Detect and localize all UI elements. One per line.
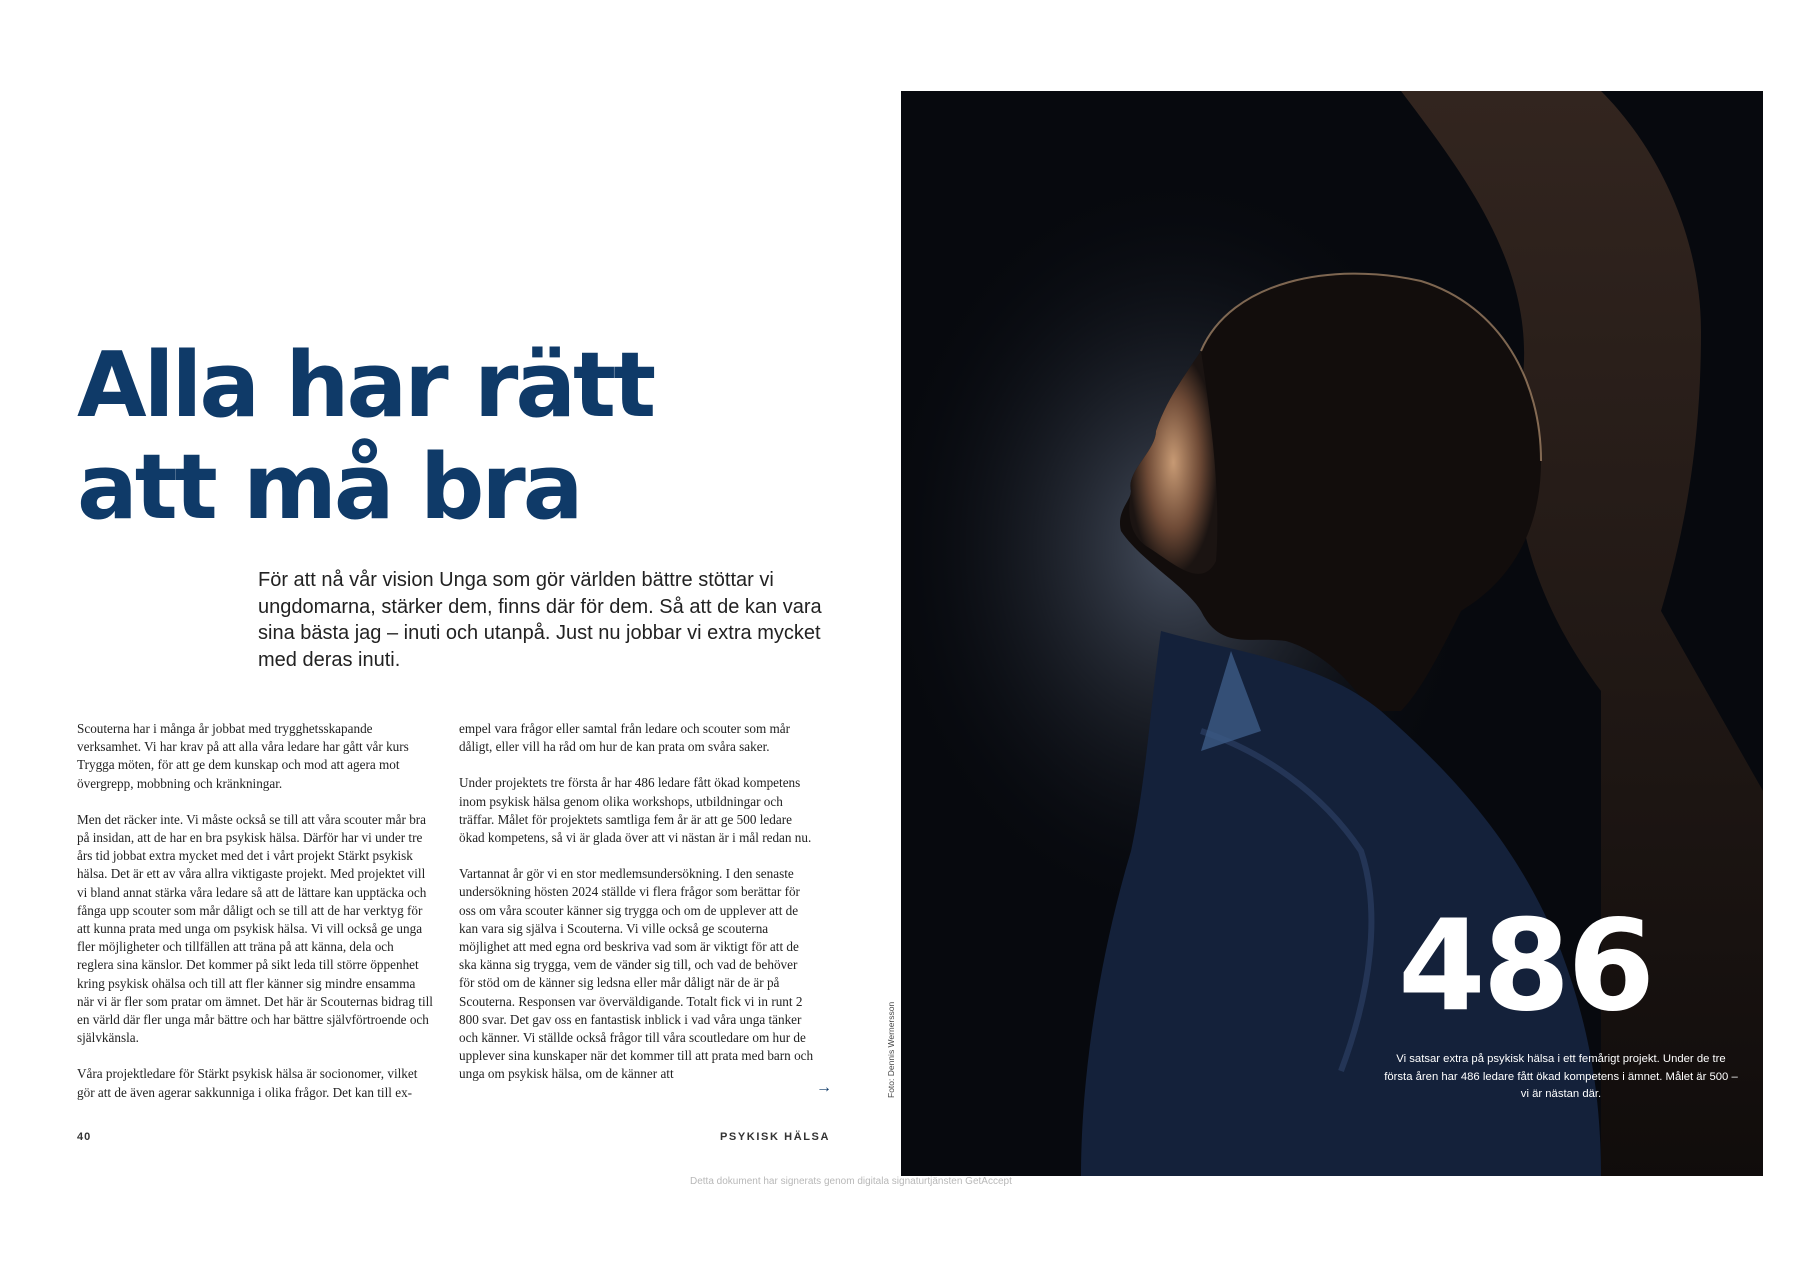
headline-line-2: att må bra xyxy=(77,435,581,540)
stat-number: 486 xyxy=(1398,892,1653,1039)
body-paragraph: Under projektets tre första år har 486 ledare fått ökad kompetens inom psykisk hälsa genom olika workshops, utbildningar och träffar. Målet för projektets samtliga fem år är att ge 500 ledare ökad kompetens, så vi är glada över att vi nästan är i mål redan nu. xyxy=(459,775,812,846)
section-label: PSYKISK HÄLSA xyxy=(720,1131,831,1143)
body-paragraph: Våra projektledare för Stärkt psykisk hälsa är socionomer, vilket gör att de även agerar sakkunniga i olika frågor. Det kan till ex- xyxy=(77,1066,418,1100)
stat-caption: Vi satsar extra på psykisk hälsa i ett femårigt projekt. Under de tre första åren har 486 ledare fått ökad kompetens i ämnet. Målet är 500 – vi är nästan där. xyxy=(1384,1053,1738,1100)
body-paragraph: Vartannat år gör vi en stor medlemsundersökning. I den senaste undersökning hösten 2024 ställde vi flera frågor som berättar för oss om våra scouter känner sig trygga och om de upplever att de kan vara sig själva i Scouterna. Vi ville också ge scouterna möjlighet att med egna ord beskriva vad som är viktigt för att de ska känna sig trygga, vem de vänder sig till, och vad de behöver för stöd om de känner sig ledsna eller mår dåligt när de är på Scouterna. Responsen var överväldigande. Totalt fick vi in runt 2 800 svar. Det gav oss en fantastisk inblick i vad våra unga tänker och känner. Vi ställde också frågor till våra scoutledare om hur de upplever sina kunskaper när det kommer till att prata med barn och unga om psykisk hälsa, om de känner att xyxy=(459,866,814,1082)
continue-arrow-icon: → xyxy=(816,1079,832,1096)
body-paragraph: empel vara frågor eller samtal från ledare och scouter som mår dåligt, eller vill ha råd om hur de kan prata om svåra saker. xyxy=(459,721,790,755)
photo-credit: Foto: Dennis Wernersson xyxy=(886,1001,896,1098)
body-column-2 xyxy=(459,720,815,1102)
headline-line-1: Alla har rätt xyxy=(77,333,654,438)
article-lead: För att nå vår vision Unga som gör världen bättre stöttar vi ungdomarna, stärker dem, finns där för dem. Så att de kan vara sina bästa jag – inuti och utanpå. Just nu jobbar vi extra mycket med deras inuti. xyxy=(258,569,822,671)
body-paragraph: Men det räcker inte. Vi måste också se till att våra scouter mår bra på insidan, att de har en bra psykisk hälsa. Därför har vi under tre års tid jobbat extra mycket med det i vårt projekt Stärkt psykisk hälsa. Det är ett av våra allra viktigaste projekt. Med projektet vill vi bland annat stärka våra ledare så att de lättare kan upptäcka och fånga upp scouter som mår dåligt och se till att de har verktyg för att kunna prata med unga om psykisk hälsa. Vi vill också ge unga fler möjligheter och tillfällen att träna på att känna, dela och reglera sina känslor. Det kommer på sikt leda till större öppenhet kring psykisk ohälsa och till att fler känner sig mindre ensamma när vi är fler som pratar om ämnet. Det här är Scouternas bidrag till en värld där fler unga mår bättre och har bättre självförtroende och självkänsla. xyxy=(77,811,433,1046)
page-number: 40 xyxy=(77,1131,92,1143)
body-paragraph: Scouterna har i många år jobbat med trygghetsskapande verksamhet. Vi har krav på att alla våra ledare har gått vår kurs Trygga möten, för att ge dem kunskap och mod att agera mot övergrepp, mobbning och kränkningar. xyxy=(77,721,409,791)
body-column-1 xyxy=(77,720,433,1120)
article-headline xyxy=(77,335,797,539)
signature-footer-note: Detta dokument har signerats genom digitala signaturtjänsten GetAccept xyxy=(690,1176,1012,1187)
feature-photo xyxy=(901,91,1763,1176)
